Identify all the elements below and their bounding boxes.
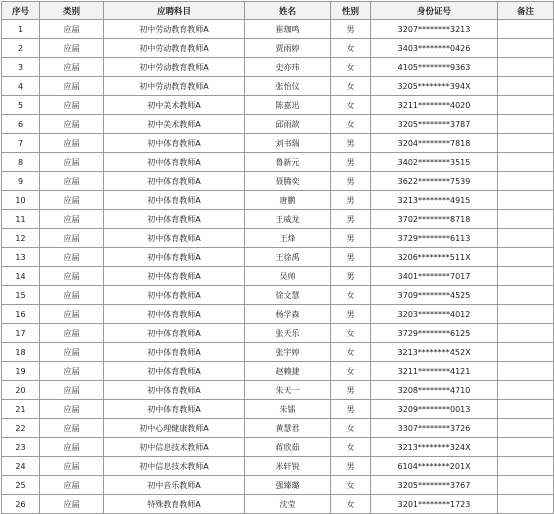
cell-gender: 女: [331, 58, 371, 77]
cell-gender: 男: [331, 172, 371, 191]
cell-category: 应届: [40, 96, 104, 115]
cell-name: 朱镭: [245, 400, 331, 419]
cell-index: 11: [2, 210, 40, 229]
table-row: [2, 286, 554, 305]
cell-remarks: [498, 96, 554, 115]
cell-id-number: 3201********1723: [371, 495, 498, 514]
cell-id-number: 3204********7818: [371, 134, 498, 153]
table-row: [2, 381, 554, 400]
document-page: [1, 1, 553, 511]
cell-category: 应届: [40, 153, 104, 172]
cell-id-number: 3205********394X: [371, 77, 498, 96]
cell-category: 应届: [40, 172, 104, 191]
cell-name: 黄慧君: [245, 419, 331, 438]
cell-name: 崔珈鸣: [245, 20, 331, 39]
cell-gender: 女: [331, 419, 371, 438]
cell-gender: 男: [331, 305, 371, 324]
cell-index: 21: [2, 400, 40, 419]
cell-gender: 男: [331, 248, 371, 267]
table-row: [2, 438, 554, 457]
cell-gender: 男: [331, 134, 371, 153]
cell-name: 蒋欣茹: [245, 438, 331, 457]
cell-gender: 女: [331, 96, 371, 115]
cell-remarks: [498, 457, 554, 476]
table-row: [2, 229, 554, 248]
table-body: [2, 20, 554, 514]
cell-id-number: 3213********324X: [371, 438, 498, 457]
table-row: [2, 248, 554, 267]
cell-index: 25: [2, 476, 40, 495]
cell-index: 15: [2, 286, 40, 305]
cell-index: 10: [2, 191, 40, 210]
cell-index: 2: [2, 39, 40, 58]
cell-subject: 初中体育教师A: [104, 210, 245, 229]
table-row: [2, 476, 554, 495]
cell-gender: 女: [331, 286, 371, 305]
cell-id-number: 3401********7017: [371, 267, 498, 286]
cell-subject: 初中体育教师A: [104, 248, 245, 267]
cell-id-number: 3709********4525: [371, 286, 498, 305]
cell-remarks: [498, 495, 554, 514]
cell-subject: 初中体育教师A: [104, 229, 245, 248]
cell-subject: 初中美术教师A: [104, 115, 245, 134]
table-row: [2, 58, 554, 77]
cell-index: 16: [2, 305, 40, 324]
cell-category: 应届: [40, 191, 104, 210]
cell-gender: 男: [331, 191, 371, 210]
cell-category: 应届: [40, 134, 104, 153]
cell-category: 应届: [40, 229, 104, 248]
cell-remarks: [498, 362, 554, 381]
cell-index: 18: [2, 343, 40, 362]
cell-index: 17: [2, 324, 40, 343]
cell-subject: 初中体育教师A: [104, 286, 245, 305]
cell-gender: 女: [331, 495, 371, 514]
cell-name: 朱天一: [245, 381, 331, 400]
cell-name: 鲁新元: [245, 153, 331, 172]
cell-remarks: [498, 267, 554, 286]
cell-gender: 女: [331, 476, 371, 495]
cell-gender: 女: [331, 77, 371, 96]
cell-name: 张宇婷: [245, 343, 331, 362]
cell-subject: 初中体育教师A: [104, 343, 245, 362]
cell-remarks: [498, 305, 554, 324]
table-row: [2, 495, 554, 514]
cell-index: 12: [2, 229, 40, 248]
cell-remarks: [498, 438, 554, 457]
cell-id-number: 3203********4012: [371, 305, 498, 324]
cell-id-number: 3207********3213: [371, 20, 498, 39]
table-row: [2, 324, 554, 343]
cell-id-number: 3307********3726: [371, 419, 498, 438]
cell-category: 应届: [40, 286, 104, 305]
cell-gender: 男: [331, 457, 371, 476]
header-index: 序号: [2, 2, 40, 20]
cell-subject: 初中信息技术教师A: [104, 457, 245, 476]
cell-name: 王烽: [245, 229, 331, 248]
table-row: [2, 305, 554, 324]
cell-subject: 初中体育教师A: [104, 400, 245, 419]
cell-remarks: [498, 77, 554, 96]
cell-index: 22: [2, 419, 40, 438]
cell-remarks: [498, 419, 554, 438]
cell-gender: 男: [331, 400, 371, 419]
cell-subject: 初中体育教师A: [104, 381, 245, 400]
table-row: [2, 210, 554, 229]
cell-name: 陈嘉迅: [245, 96, 331, 115]
cell-index: 14: [2, 267, 40, 286]
cell-index: 1: [2, 20, 40, 39]
cell-id-number: 3211********4121: [371, 362, 498, 381]
cell-id-number: 3213********4915: [371, 191, 498, 210]
cell-subject: 初中体育教师A: [104, 267, 245, 286]
cell-gender: 男: [331, 20, 371, 39]
table-header: [2, 2, 554, 20]
cell-id-number: 3211********4020: [371, 96, 498, 115]
table-row: [2, 134, 554, 153]
cell-remarks: [498, 115, 554, 134]
cell-name: 王徐禹: [245, 248, 331, 267]
cell-subject: 初中体育教师A: [104, 324, 245, 343]
cell-index: 3: [2, 58, 40, 77]
cell-subject: 初中音乐教师A: [104, 476, 245, 495]
cell-subject: 初中劳动教育教师A: [104, 20, 245, 39]
cell-remarks: [498, 248, 554, 267]
cell-id-number: 3402********3515: [371, 153, 498, 172]
cell-remarks: [498, 39, 554, 58]
table-row: [2, 20, 554, 39]
cell-category: 应届: [40, 362, 104, 381]
cell-remarks: [498, 191, 554, 210]
cell-id-number: 3702********8718: [371, 210, 498, 229]
cell-index: 20: [2, 381, 40, 400]
cell-id-number: 3206********511X: [371, 248, 498, 267]
cell-gender: 女: [331, 115, 371, 134]
cell-name: 邱雨歆: [245, 115, 331, 134]
cell-index: 4: [2, 77, 40, 96]
cell-remarks: [498, 476, 554, 495]
cell-name: 史亦玮: [245, 58, 331, 77]
cell-subject: 初中心理健康教师A: [104, 419, 245, 438]
cell-remarks: [498, 324, 554, 343]
cell-category: 应届: [40, 495, 104, 514]
cell-gender: 女: [331, 39, 371, 58]
cell-remarks: [498, 381, 554, 400]
cell-category: 应届: [40, 381, 104, 400]
cell-gender: 男: [331, 210, 371, 229]
cell-remarks: [498, 20, 554, 39]
cell-id-number: 3209********0013: [371, 400, 498, 419]
cell-subject: 初中劳动教育教师A: [104, 58, 245, 77]
cell-category: 应届: [40, 457, 104, 476]
cell-index: 24: [2, 457, 40, 476]
table-row: [2, 343, 554, 362]
cell-id-number: 3208********4710: [371, 381, 498, 400]
cell-index: 13: [2, 248, 40, 267]
cell-gender: 女: [331, 438, 371, 457]
cell-index: 8: [2, 153, 40, 172]
cell-remarks: [498, 172, 554, 191]
cell-id-number: 3403********0426: [371, 39, 498, 58]
cell-id-number: 3213********452X: [371, 343, 498, 362]
cell-index: 5: [2, 96, 40, 115]
cell-gender: 男: [331, 381, 371, 400]
cell-id-number: 4105********9363: [371, 58, 498, 77]
table-row: [2, 172, 554, 191]
cell-remarks: [498, 400, 554, 419]
cell-index: 7: [2, 134, 40, 153]
table-row: [2, 362, 554, 381]
cell-gender: 女: [331, 343, 371, 362]
cell-index: 23: [2, 438, 40, 457]
table-row: [2, 400, 554, 419]
cell-subject: 初中体育教师A: [104, 153, 245, 172]
cell-category: 应届: [40, 343, 104, 362]
cell-subject: 初中体育教师A: [104, 362, 245, 381]
cell-remarks: [498, 58, 554, 77]
cell-remarks: [498, 343, 554, 362]
cell-index: 9: [2, 172, 40, 191]
header-subject: 应聘科目: [104, 2, 245, 20]
cell-category: 应届: [40, 58, 104, 77]
cell-gender: 女: [331, 362, 371, 381]
cell-index: 6: [2, 115, 40, 134]
cell-name: 米轩锐: [245, 457, 331, 476]
header-name: 姓名: [245, 2, 331, 20]
cell-id-number: 3622********7539: [371, 172, 498, 191]
table-row: [2, 77, 554, 96]
table-row: [2, 419, 554, 438]
cell-name: 徐文慧: [245, 286, 331, 305]
cell-name: 聂腾奕: [245, 172, 331, 191]
header-remarks: 备注: [498, 2, 554, 20]
cell-id-number: 3729********6113: [371, 229, 498, 248]
cell-subject: 特殊教育教师A: [104, 495, 245, 514]
header-gender: 性别: [331, 2, 371, 20]
table-row: [2, 39, 554, 58]
cell-subject: 初中体育教师A: [104, 172, 245, 191]
cell-category: 应届: [40, 305, 104, 324]
cell-category: 应届: [40, 438, 104, 457]
header-category: 类别: [40, 2, 104, 20]
cell-subject: 初中美术教师A: [104, 96, 245, 115]
cell-category: 应届: [40, 39, 104, 58]
candidate-table: [1, 1, 554, 514]
cell-gender: 男: [331, 153, 371, 172]
cell-category: 应届: [40, 248, 104, 267]
cell-remarks: [498, 229, 554, 248]
cell-name: 杨学森: [245, 305, 331, 324]
header-row: [2, 2, 554, 20]
cell-name: 唐鹏: [245, 191, 331, 210]
cell-subject: 初中劳动教育教师A: [104, 39, 245, 58]
table-row: [2, 115, 554, 134]
cell-category: 应届: [40, 115, 104, 134]
cell-subject: 初中信息技术教师A: [104, 438, 245, 457]
cell-category: 应届: [40, 400, 104, 419]
cell-name: 贾雨婷: [245, 39, 331, 58]
cell-subject: 初中体育教师A: [104, 191, 245, 210]
table-row: [2, 153, 554, 172]
cell-name: 王威龙: [245, 210, 331, 229]
cell-remarks: [498, 210, 554, 229]
table-row: [2, 191, 554, 210]
cell-index: 19: [2, 362, 40, 381]
cell-gender: 男: [331, 229, 371, 248]
cell-name: 刘书瑞: [245, 134, 331, 153]
cell-id-number: 3205********3767: [371, 476, 498, 495]
cell-category: 应届: [40, 324, 104, 343]
cell-subject: 初中体育教师A: [104, 305, 245, 324]
cell-category: 应届: [40, 210, 104, 229]
cell-name: 强臻璐: [245, 476, 331, 495]
cell-remarks: [498, 153, 554, 172]
cell-remarks: [498, 134, 554, 153]
cell-category: 应届: [40, 267, 104, 286]
header-id-number: 身份证号: [371, 2, 498, 20]
cell-id-number: 6104********201X: [371, 457, 498, 476]
cell-gender: 男: [331, 267, 371, 286]
cell-index: 26: [2, 495, 40, 514]
table-row: [2, 457, 554, 476]
cell-category: 应届: [40, 476, 104, 495]
cell-name: 吴帅: [245, 267, 331, 286]
cell-subject: 初中劳动教育教师A: [104, 77, 245, 96]
cell-category: 应届: [40, 77, 104, 96]
cell-gender: 女: [331, 324, 371, 343]
cell-name: 张怡仪: [245, 77, 331, 96]
cell-name: 赵赖捷: [245, 362, 331, 381]
table-row: [2, 267, 554, 286]
cell-category: 应届: [40, 419, 104, 438]
cell-category: 应届: [40, 20, 104, 39]
table-row: [2, 96, 554, 115]
cell-name: 张天乐: [245, 324, 331, 343]
cell-subject: 初中体育教师A: [104, 134, 245, 153]
cell-name: 沈莹: [245, 495, 331, 514]
cell-id-number: 3729********6125: [371, 324, 498, 343]
cell-id-number: 3205********3787: [371, 115, 498, 134]
cell-remarks: [498, 286, 554, 305]
